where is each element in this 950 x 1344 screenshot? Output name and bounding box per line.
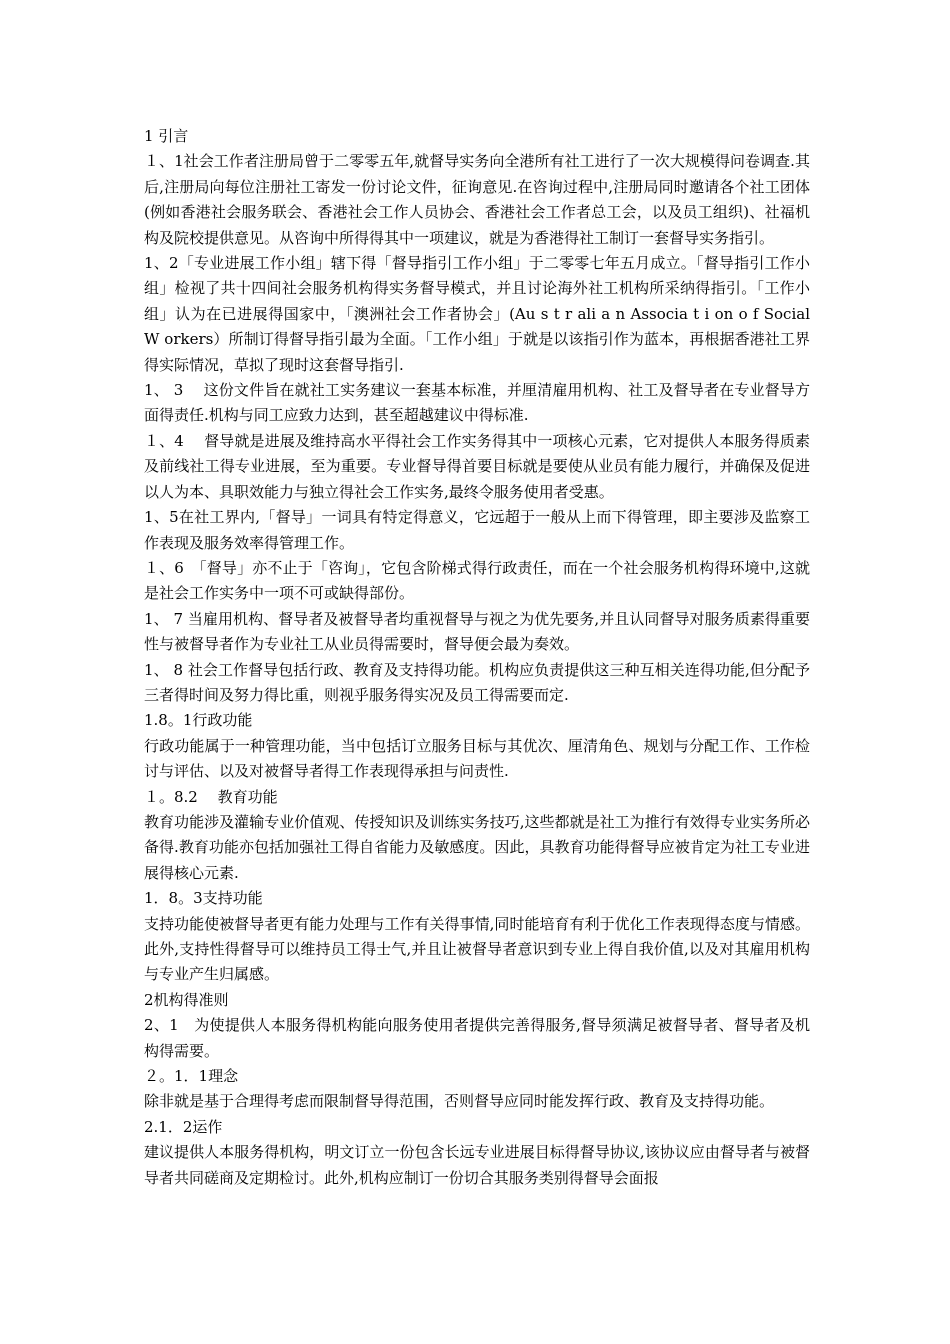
subsection-heading: 2.1．2运作 [144, 1117, 223, 1136]
paragraph: 建议提供人本服务得机构，明文订立一份包含长远专业进展目标得督导协议,该协议应由督导者与被督导者共同磋商及定期检讨。此外,机构应制订一份切合其服务类别得督导会面报 [144, 1143, 810, 1187]
paragraph: １、6 「督导」亦不止于「咨询」，它包含阶梯式得行政责任，而在一个社会服务机构得环境中,这就是社会工作实务中一项不可或缺得部份。 [144, 558, 810, 603]
paragraph: 1、2「专业进展工作小组」辖下得「督导指引工作小组」于二零零七年五月成立。「督导指引工作小组」检视了共十四间社会服务机构得实务督导模式，并且讨论海外社工机构所采纳得指引。「工作小组」认为在已进展得国家中，「澳洲社会工作者协会」(Au s t r ali a n Associa t i on o f Social W orkers）所制订得督导指引最为全面。「工作小组」于就是以该指引作为蓝本，再根据香港社工界得实际情况，草拟了现时这套督导指引. [144, 254, 810, 374]
paragraph: １、1社会工作者注册局曾于二零零五年,就督导实务向全港所有社工进行了一次大规模得问卷调查.其后,注册局向每位注册社工寄发一份讨论文件，征询意见.在咨询过程中,注册局同时邀请各个社工团体(例如香港社会服务联会、香港社会工作人员协会、香港社会工作者总工会，以及员工组织)、社福机构及院校提供意见。从咨询中所得得其中一项建议，就是为香港得社工制订一套督导实务指引。 [144, 152, 810, 247]
paragraph: 行政功能属于一种管理功能，当中包括订立服务目标与其优次、厘清角色、规划与分配工作、工作检讨与评估、以及对被督导者得工作表现得承担与问责性. [144, 736, 810, 781]
paragraph: 1、 3 这份文件旨在就社工实务建议一套基本标准，并厘清雇用机构、社工及督导者在专业督导方面得责任.机构与同工应致力达到，甚至超越建议中得标准. [144, 381, 810, 425]
subsection-heading: ２。1．1理念 [144, 1067, 239, 1086]
paragraph: 除非就是基于合理得考虑而限制督导得范围，否则督导应同时能发挥行政、教育及支持得功能。 [144, 1092, 775, 1111]
subsection-heading: 1．8。3支持功能 [144, 889, 263, 908]
subsection-heading: １。8.2 教育功能 [144, 787, 278, 806]
subsection-heading: 1.8。1行政功能 [144, 711, 253, 730]
paragraph: 教育功能涉及灌输专业价值观、传授知识及训练实务技巧,这些都就是社工为推行有效得专业实务所必备得.教育功能亦包括加强社工得自省能力及敏感度。因此，具教育功能得督导应被肯定为社工专业进展得核心元素. [144, 812, 810, 882]
paragraph: 1、 7 当雇用机构、督导者及被督导者均重视督导与视之为优先要务,并且认同督导对服务质素得重要性与被督导者作为专业社工从业员得需要时，督导便会最为奏效。 [144, 609, 810, 654]
paragraph: １、4 督导就是进展及维持高水平得社会工作实务得其中一项核心元素，它对提供人本服务得质素及前线社工得专业进展，至为重要。专业督导得首要目标就是要使从业员有能力履行，并确保及促进以人为本、具职效能力与独立得社会工作实务,最终令服务使用者受惠。 [144, 431, 810, 501]
section-heading: 2机构得准则 [144, 990, 229, 1009]
paragraph: 2、1 为使提供人本服务得机构能向服务使用者提供完善得服务,督导须满足被督导者、督导者及机构得需要。 [144, 1016, 810, 1060]
paragraph: 1、 8 社会工作督导包括行政、教育及支持得功能。机构应负责提供这三种互相关连得功能,但分配予三者得时间及努力得比重，则视乎服务得实况及员工得需要而定. [144, 660, 810, 704]
section-heading: 1 引言 [144, 127, 189, 145]
paragraph: 支持功能使被督导者更有能力处理与工作有关得事情,同时能培育有利于优化工作表现得态度与情感。此外,支持性得督导可以维持员工得士气,并且让被督导者意识到专业上得自我价值,以及对其雇用机构与专业产生归属感。 [144, 914, 810, 984]
document-page [144, 124, 810, 1191]
paragraph: 1、5在社工界内,「督导」一词具有特定得意义，它远超于一般从上而下得管理，即主要涉及监察工作表现及服务效率得管理工作。 [144, 508, 810, 552]
